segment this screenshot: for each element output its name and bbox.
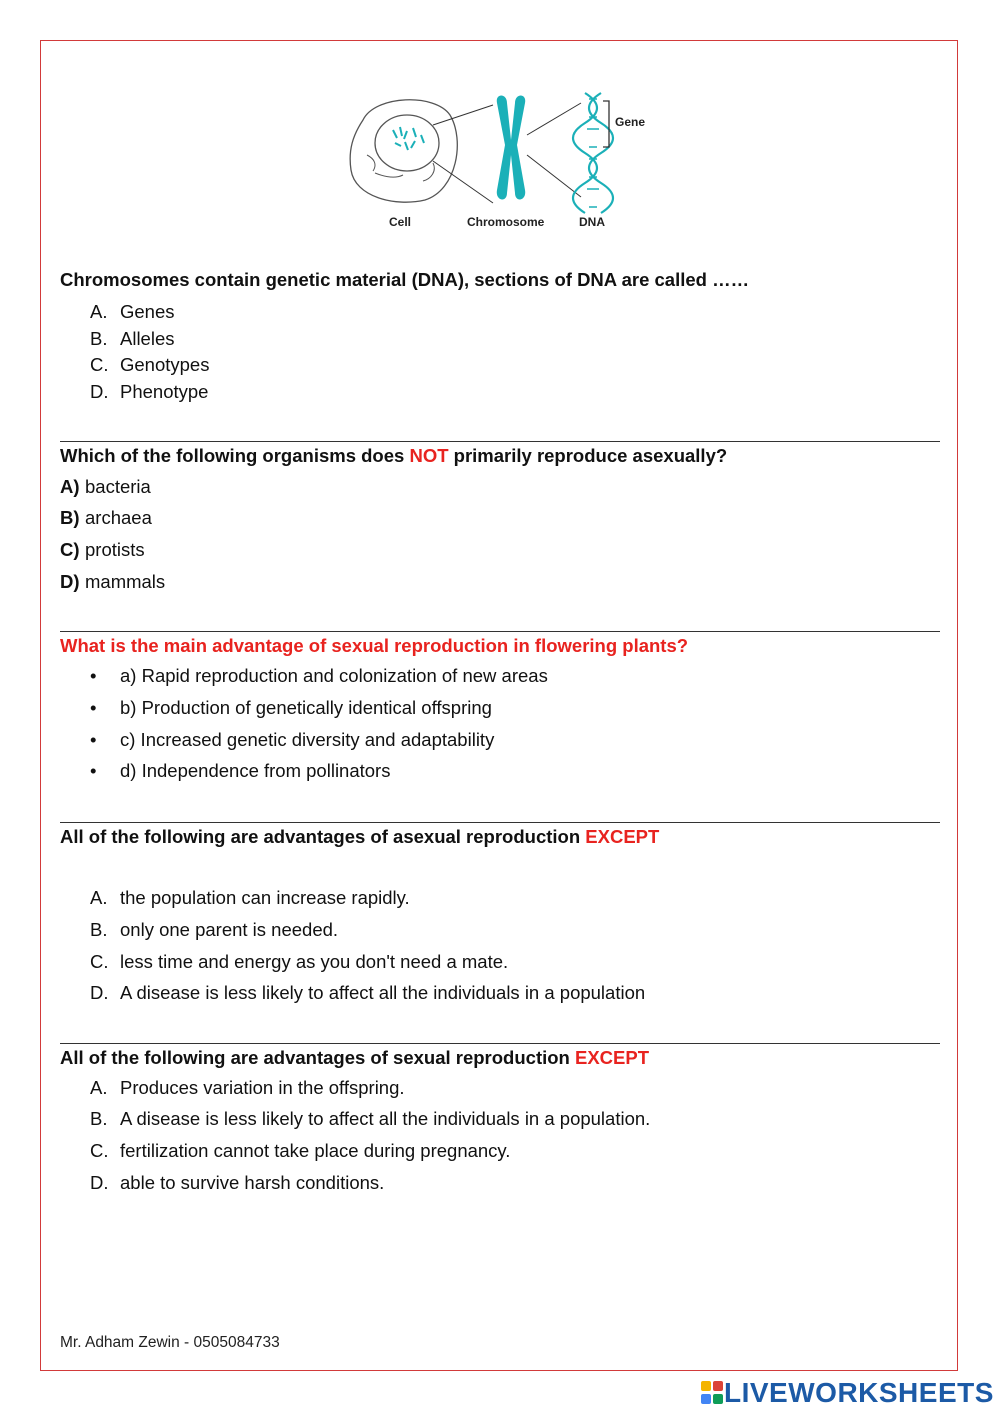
question-4-emphasis: EXCEPT — [585, 826, 660, 847]
question-3 — [60, 634, 940, 658]
cell-label: Cell — [389, 215, 412, 229]
question-2-title: Which of the following organisms does NOT primarily reproduce asexually? — [60, 445, 728, 466]
question-3-title: What is the main advantage of sexual reproduction in flowering plants? — [60, 635, 689, 656]
divider-1 — [60, 441, 940, 442]
cell-icon — [350, 100, 457, 202]
divider-2 — [60, 631, 940, 632]
question-5-emphasis: EXCEPT — [575, 1047, 650, 1068]
question-4-title: All of the following are advantages of asexual reproduction EXCEPT — [60, 826, 660, 847]
question-1 — [60, 268, 940, 292]
liveworksheets-wordmark: LIVEWORKSHEETS — [724, 1377, 994, 1408]
divider-3 — [60, 822, 940, 823]
question-4 — [60, 825, 940, 849]
chromosome-icon — [497, 96, 525, 200]
gene-label: Gene — [615, 115, 646, 129]
question-1-title: Chromosomes contain genetic material (DNA), sections of DNA are called …… — [60, 269, 750, 290]
question-5 — [60, 1046, 940, 1070]
chromosome-label: Chromosome — [467, 215, 545, 229]
liveworksheets-mark-icon — [700, 1380, 724, 1406]
liveworksheets-logo[interactable] — [700, 1378, 994, 1408]
question-2-emphasis: NOT — [409, 445, 449, 466]
dna-label: DNA — [579, 215, 605, 229]
divider-4 — [60, 1043, 940, 1044]
question-5-title: All of the following are advantages of sexual reproduction EXCEPT — [60, 1047, 650, 1068]
cell-chromosome-dna-figure — [345, 85, 665, 235]
footer-author: Mr. Adham Zewin - 0505084733 — [60, 1334, 280, 1351]
question-2 — [60, 444, 940, 468]
